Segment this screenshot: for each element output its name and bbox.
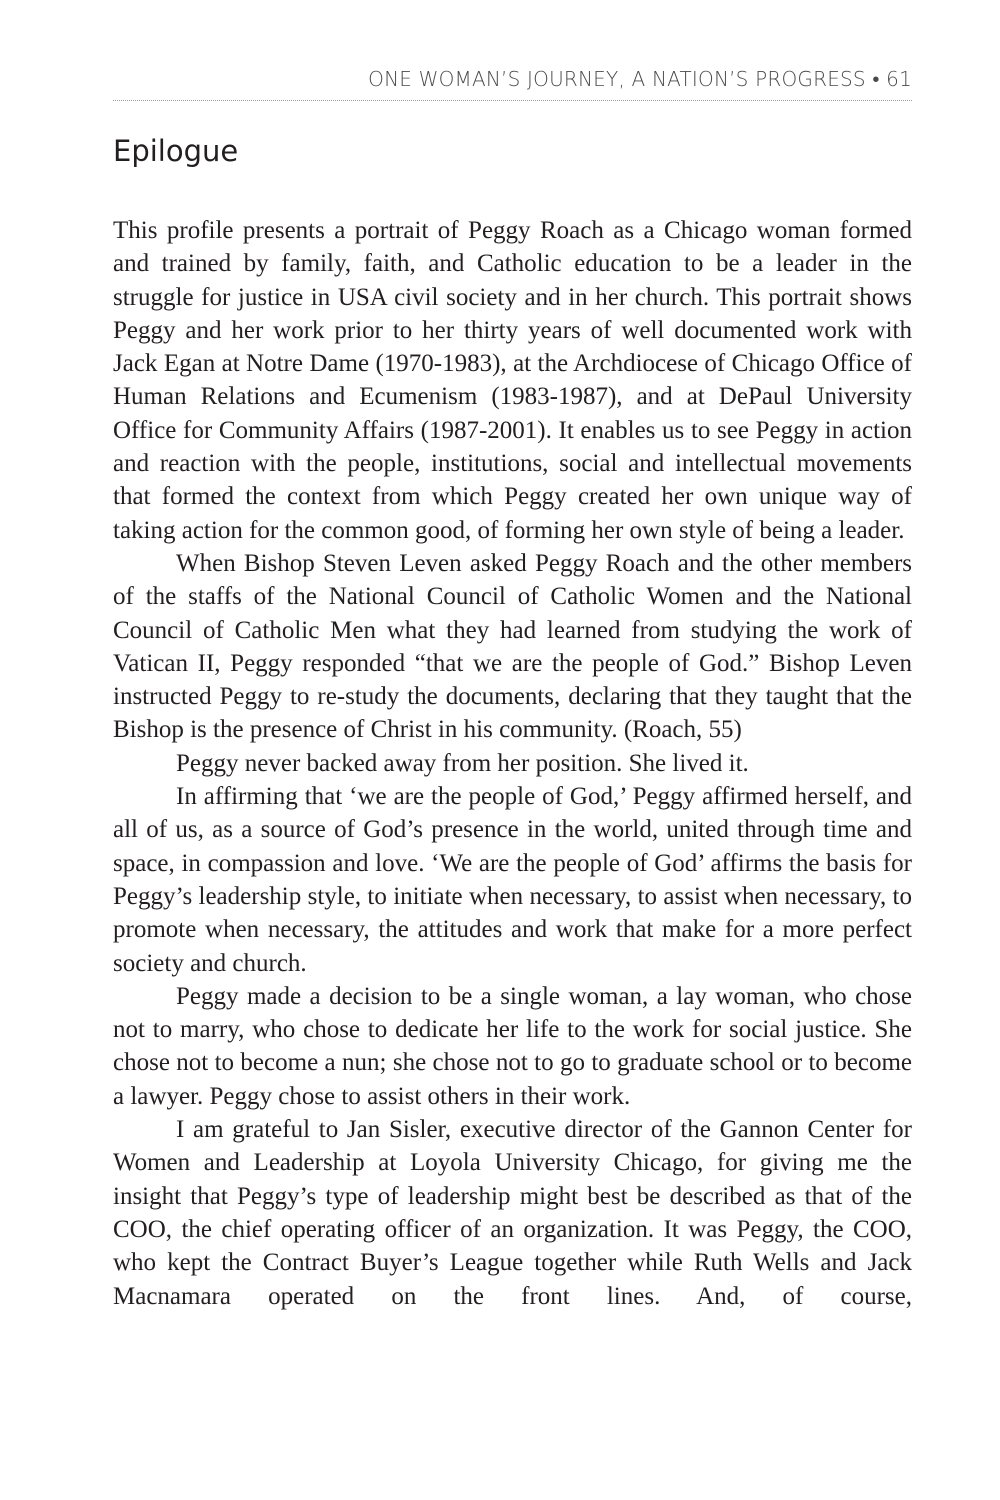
book-page — [113, 62, 912, 1313]
paragraph-4: In affirming that ‘we are the people of God,’ Peggy affirmed herself, and all of us, as a source of God’s presence in the world, united through time and space, in compassion and love. ‘We are the people of God’ affirms the basis for Peggy’s leadership style, to initiate when necessary, to assist when necessary, to promote when necessary, the attitudes and work that make for a more perfect society and church. — [113, 783, 912, 977]
paragraph-3: Peggy never backed away from her position. She lived it. — [176, 749, 749, 777]
section-title: Epilogue — [113, 134, 239, 168]
paragraph-5: Peggy made a decision to be a single woman, a lay woman, who chose not to marry, who chose to dedicate her life to the work for social justice. She chose not to become a nun; she chose not to go to graduate school or to become a lawyer. Peggy chose to assist others in their work. — [113, 982, 912, 1110]
body-text — [113, 214, 912, 1313]
running-head: ONE WOMAN’S JOURNEY, A NATION’S PROGRESS • 61 — [113, 62, 912, 101]
paragraph-1: This profile presents a portrait of Peggy Roach as a Chicago woman formed and trained by family, faith, and Catholic education to be a leader in the struggle for justice in USA civil society and in her church. This portrait shows Peggy and her work prior to her thirty years of well documented work with Jack Egan at Notre Dame (1970-1983), at the Archdiocese of Chicago Office of Human Relations and Ecumenism (1983-1987), and at DePaul University Office for Community Affairs (1987-2001). It enables us to see Peggy in action and reaction with the people, institutions, social and intellectual movements that formed the context from which Peggy created her own unique way of taking action for the common good, of forming her own style of being a leader. — [113, 217, 912, 544]
paragraph-6: I am grateful to Jan Sisler, executive director of the Gannon Center for Women and Leadership at Loyola University Chicago, for giving me the insight that Peggy’s type of leadership might best be described as that of the COO, the chief operating officer of an organization. It was Peggy, the COO, who kept the Contract Buyer’s League together while Ruth Wells and Jack Macnamara operated on the front lines. And, of course, — [113, 1116, 912, 1310]
paragraph-2: When Bishop Steven Leven asked Peggy Roach and the other members of the staffs of the National Council of Catholic Women and the National Council of Catholic Men what they had learned from studying the work of Vatican II, Peggy responded “that we are the people of God.” Bishop Leven instructed Peggy to re-study the documents, declaring that they taught that the Bishop is the presence of Christ in his community. (Roach, 55) — [113, 549, 912, 744]
